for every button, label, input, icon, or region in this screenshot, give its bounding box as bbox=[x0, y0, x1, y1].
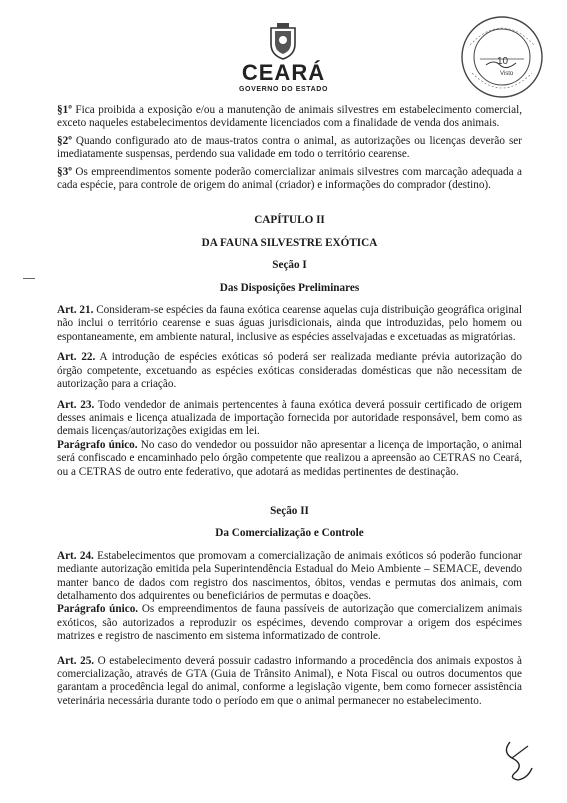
brand-subtitle: GOVERNO DO ESTADO bbox=[238, 86, 329, 93]
state-crest-icon bbox=[268, 22, 298, 60]
article-24: Art. 24. Estabelecimentos que promovam a comercialização de animais exóticos só poderão funcionar mediante autorização emitida pela Superintendência Estadual do Meio Ambiente – SEMACE, devendo manter banco de dados com registro dos nascimentos, óbitos, vendas e permutas dos animais, com detalhamento dos adquirentes ou beneficiários de permutas e doações. bbox=[57, 549, 522, 602]
article-21: Art. 21. Consideram-se espécies da fauna exótica cearense aquelas cuja distribuição geográfica original não inclui o território cearense e suas águas jurisdicionais, ainda que introduzidas, pelo homem ou espontaneamente, em ambiente natural, inclusive as espécies asselvajadas e excetuadas as migratórias. bbox=[57, 304, 522, 343]
article-23-paragraph: Parágrafo único. No caso do vendedor ou possuidor não apresentar a licença de importação, o animal será confiscado e encaminhado pelo órgão competente que realizou a apreensão ao CETRAS no Ceará, ou a CETRAS de outro ente federativo, que adotará as medidas pertinentes de destinação. bbox=[57, 438, 522, 478]
page-header bbox=[0, 0, 567, 100]
section-2-subtitle: Da Comercialização e Controle bbox=[215, 527, 364, 540]
brand-name: CEARÁ bbox=[241, 60, 326, 85]
article-23: Art. 23. Todo vendedor de animais pertencentes à fauna exótica deverá possuir certificado de origem desses animais e licença atualizada de importação fornecida por autoridade responsável, bem como as demais licenças/autorizações exigidas em lei. bbox=[57, 398, 522, 438]
margin-mark bbox=[23, 278, 35, 282]
article-22: Art. 22. A introdução de espécies exóticas só poderá ser realizada mediante prévia autorização do órgão competente, excetuando as espécies exóticas consideradas domésticas que não necessitam de autorização para a criação. bbox=[57, 351, 522, 391]
paragraph-2: §2º Quando configurado ato de maus-tratos contra o animal, as autorizações ou licenças deverão ser imediatamente suspensas, perdendo sua validade em todo o território cearense. bbox=[57, 134, 522, 161]
chapter-title: CAPÍTULO II bbox=[254, 214, 325, 227]
document-body bbox=[57, 104, 522, 712]
stamp-page-number: 10 bbox=[497, 56, 509, 67]
paragraph-3: §3º Os empreendimentos somente poderão comercializar animais silvestres com marcação adequada a cada espécie, para controle de origem do animal (criador) e informações do comprador (destino). bbox=[57, 165, 522, 192]
section-2-title: Seção II bbox=[270, 504, 309, 517]
paragraph-1: §1º Fica proibida a exposição e/ou a manutenção de animais silvestres em estabelecimento comercial, exceto naqueles estabelecimentos devidamente licenciados com a finalidade de venda dos animais. bbox=[57, 104, 522, 130]
article-25: Art. 25. O estabelecimento deverá possuir cadastro informando a procedência dos animais expostos à comercialização, através de GTA (Guia de Trânsito Animal), e Nota Fiscal ou outros documentos que garantam a procedência legal do animal, conforme a legislação vigente, bem como fornecer assistência veterinária necessária durante todo o período em que o animal permanecer no estabelecimento. bbox=[57, 654, 522, 707]
signature-initials-icon bbox=[498, 738, 538, 783]
section-1-subtitle: Das Disposições Preliminares bbox=[219, 281, 360, 294]
article-24-paragraph: Parágrafo único. Os empreendimentos de fauna passíveis de autorização que comercializem animais exóticos, são autorizados a reproduzir os espécimes, devendo comprovar a origem dos espécimes matrizes e registro de nascimento em sistema informatizado de controle. bbox=[57, 603, 522, 643]
chapter-subtitle: DA FAUNA SILVESTRE EXÓTICA bbox=[201, 236, 378, 249]
stamp-visto-label: Visto bbox=[500, 71, 514, 77]
section-1-title: Seção I bbox=[272, 259, 307, 272]
